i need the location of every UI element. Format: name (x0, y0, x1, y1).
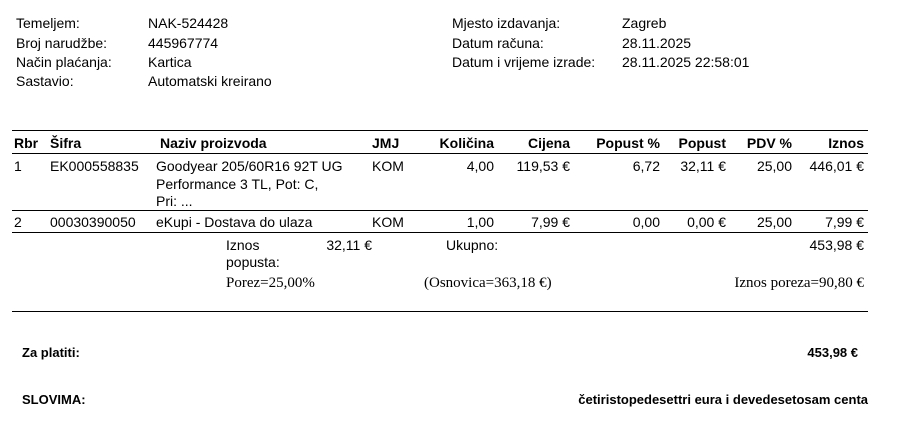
row-pdv: 25,00 (756, 158, 792, 174)
table-top-rule (12, 130, 868, 131)
ukupno-value: 453,98 € (809, 237, 864, 253)
col-header-kolicina: Količina (439, 135, 494, 151)
row-divider (12, 210, 868, 211)
table-header-rule (12, 153, 868, 154)
meta-label-datum-racuna: Datum računa: (452, 35, 544, 51)
col-header-sifra: Šifra (50, 135, 82, 151)
row-jmj: KOM (372, 158, 404, 174)
row-rbr: 2 (14, 214, 22, 230)
osnovica-text: (Osnovica=363,18 €) (424, 275, 552, 291)
slovima-value: četiristopedesettri eura i devedesetosam centa (578, 392, 868, 407)
meta-label-mjesto: Mjesto izdavanja: (452, 15, 561, 31)
col-header-iznos: Iznos (828, 135, 864, 151)
meta-label-datum-izrade: Datum i vrijeme izrade: (452, 54, 596, 70)
summary-bottom-rule (12, 311, 868, 312)
za-platiti-value: 453,98 € (807, 345, 858, 360)
row-sifra: 00030390050 (50, 214, 136, 230)
row-popust: 32,11 € (680, 158, 726, 174)
meta-label-temeljem: Temeljem: (16, 15, 80, 31)
meta-value-sastavio: Automatski kreirano (148, 73, 272, 89)
iznos-popusta-value: 32,11 € (326, 237, 372, 253)
col-header-naziv: Naziv proizvoda (160, 135, 267, 151)
row-popust-pct: 0,00 (632, 214, 660, 230)
row-iznos: 446,01 € (809, 158, 864, 174)
porez-text: Porez=25,00% (226, 275, 315, 291)
row-jmj: KOM (372, 214, 404, 230)
meta-label-nacin-placanja: Način plaćanja: (16, 54, 112, 70)
row-naziv-line: eKupi - Dostava do ulaza (156, 214, 313, 230)
row-naziv-line: Pri: ... (156, 193, 193, 209)
meta-value-datum-racuna: 28.11.2025 (622, 35, 692, 51)
row-divider (12, 232, 868, 233)
row-sifra: EK000558835 (50, 158, 139, 174)
meta-value-datum-izrade: 28.11.2025 22:58:01 (622, 54, 750, 70)
row-naziv-line: Goodyear 205/60R16 92T UG (156, 158, 343, 174)
row-kolicina: 4,00 (466, 158, 494, 174)
row-cijena: 7,99 € (531, 214, 570, 230)
iznos-popusta-label-2: popusta: (226, 254, 280, 270)
col-header-cijena: Cijena (527, 135, 570, 151)
row-naziv-line: Performance 3 TL, Pot: C, (156, 176, 319, 192)
row-cijena: 119,53 € (516, 158, 570, 174)
meta-value-mjesto: Zagreb (622, 15, 667, 31)
col-header-pdv: PDV % (746, 135, 792, 151)
row-iznos: 7,99 € (825, 214, 864, 230)
col-header-popust-pct: Popust % (596, 135, 660, 151)
meta-value-nacin-placanja: Kartica (148, 54, 192, 70)
iznos-popusta-label: Iznos (226, 237, 260, 253)
row-popust-pct: 6,72 (632, 158, 660, 174)
row-rbr: 1 (14, 158, 22, 174)
col-header-rbr: Rbr (14, 135, 39, 151)
row-pdv: 25,00 (756, 214, 792, 230)
col-header-popust: Popust (678, 135, 726, 151)
meta-value-temeljem: NAK-524428 (148, 15, 229, 31)
za-platiti-label: Za platiti: (22, 345, 80, 360)
meta-label-sastavio: Sastavio: (16, 73, 74, 89)
iznos-poreza-text: Iznos poreza=90,80 € (734, 275, 864, 291)
row-popust: 0,00 € (687, 214, 726, 230)
ukupno-label: Ukupno: (446, 237, 499, 253)
meta-value-broj-narudzbe: 445967774 (148, 35, 219, 51)
row-kolicina: 1,00 (466, 214, 494, 230)
slovima-label: SLOVIMA: (22, 392, 86, 407)
meta-label-broj-narudzbe: Broj narudžbe: (16, 35, 108, 51)
col-header-jmj: JMJ (372, 135, 400, 151)
